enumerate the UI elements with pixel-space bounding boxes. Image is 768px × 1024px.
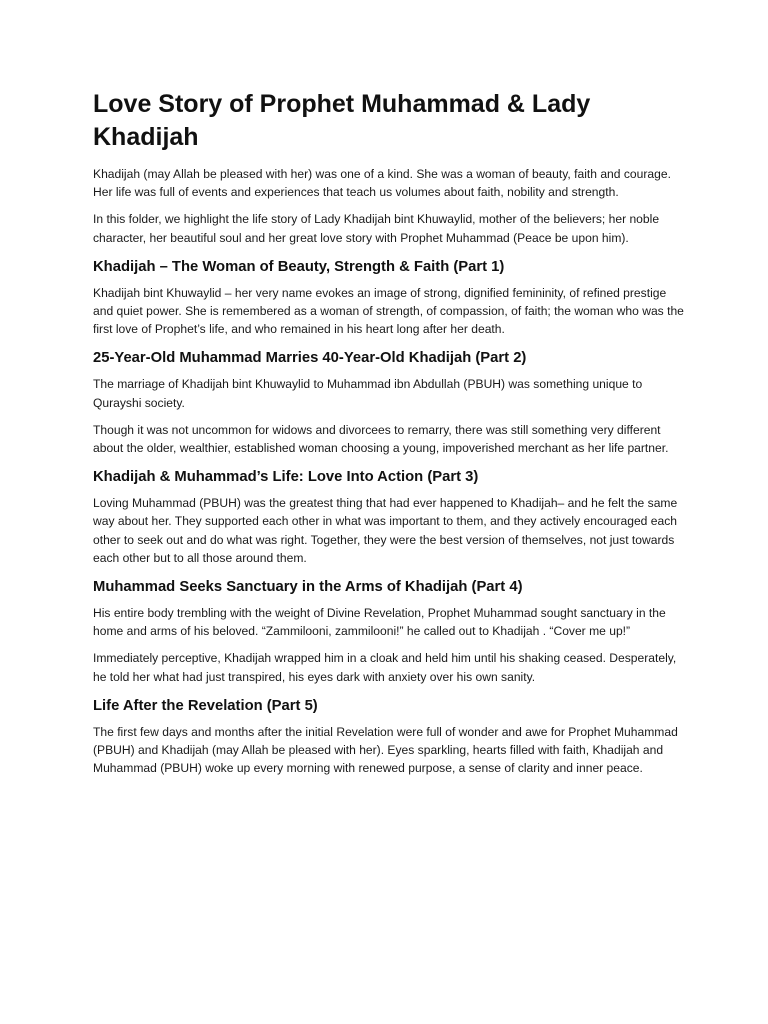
section-paragraph: Though it was not uncommon for widows and divorcees to remarry, there was still something very different about the older, wealthier, established woman choosing a young, impoverished merchant as her life partner. <box>93 422 669 456</box>
section-heading-part-4: Muhammad Seeks Sanctuary in the Arms of Khadijah (Part 4) <box>93 579 523 596</box>
section-paragraph: Khadijah bint Khuwaylid – her very name evokes an image of strong, dignified femininity, of refined prestige and quiet power. She is remembered as a woman of strength, of compassion, of faith; the woman who was the first love of Prophet’s life, and who remained in his heart long after her death. <box>93 285 684 337</box>
intro-paragraph: Khadijah (may Allah be pleased with her) was one of a kind. She was a woman of beauty, faith and courage. Her life was full of events and experiences that teach us volumes about faith, nobility and strength. <box>93 167 671 200</box>
section-paragraph: Loving Muhammad (PBUH) was the greatest thing that had ever happened to Khadijah– and he felt the same way about her. They supported each other in what was important to them, and they actively encouraged each other to seek out and do what was right. Together, they were the best version of themselves, not just towards each other but to all those around them. <box>93 496 678 565</box>
intro-paragraph: In this folder, we highlight the life story of Lady Khadijah bint Khuwaylid, mother of the believers; her noble character, her beautiful soul and her great love story with Prophet Muhammad (Peace be upon him). <box>93 212 660 245</box>
section-heading-part-5: Life After the Revelation (Part 5) <box>93 697 318 714</box>
section-paragraph: Immediately perceptive, Khadijah wrapped him in a cloak and held him until his shaking ceased. Desperately, he told her what had just transpired, his eyes dark with anxiety over his own sanity. <box>93 651 677 684</box>
document-page <box>93 88 688 786</box>
section-paragraph: The marriage of Khadijah bint Khuwaylid to Muhammad ibn Abdullah (PBUH) was something unique to Qurayshi society. <box>93 377 643 410</box>
section-paragraph: The first few days and months after the initial Revelation were full of wonder and awe for Prophet Muhammad (PBUH) and Khadijah (may Allah be pleased with her). Eyes sparkling, hearts filled with faith, Khadijah and Muhammad (PBUH) woke up every morning with renewed purpose, a sense of clarity and inner peace. <box>93 724 678 776</box>
page-title: Love Story of Prophet Muhammad & Lady Khadijah <box>93 90 591 151</box>
section-heading-part-2: 25-Year-Old Muhammad Marries 40-Year-Old Khadijah (Part 2) <box>93 350 527 367</box>
section-heading-part-3: Khadijah & Muhammad’s Life: Love Into Action (Part 3) <box>93 469 479 486</box>
section-paragraph: His entire body trembling with the weight of Divine Revelation, Prophet Muhammad sought sanctuary in the home and arms of his beloved. “Zammilooni, zammilooni!” he called out to Khadijah . “Cover me up!” <box>93 606 666 639</box>
section-heading-part-1: Khadijah – The Woman of Beauty, Strength & Faith (Part 1) <box>93 258 505 275</box>
